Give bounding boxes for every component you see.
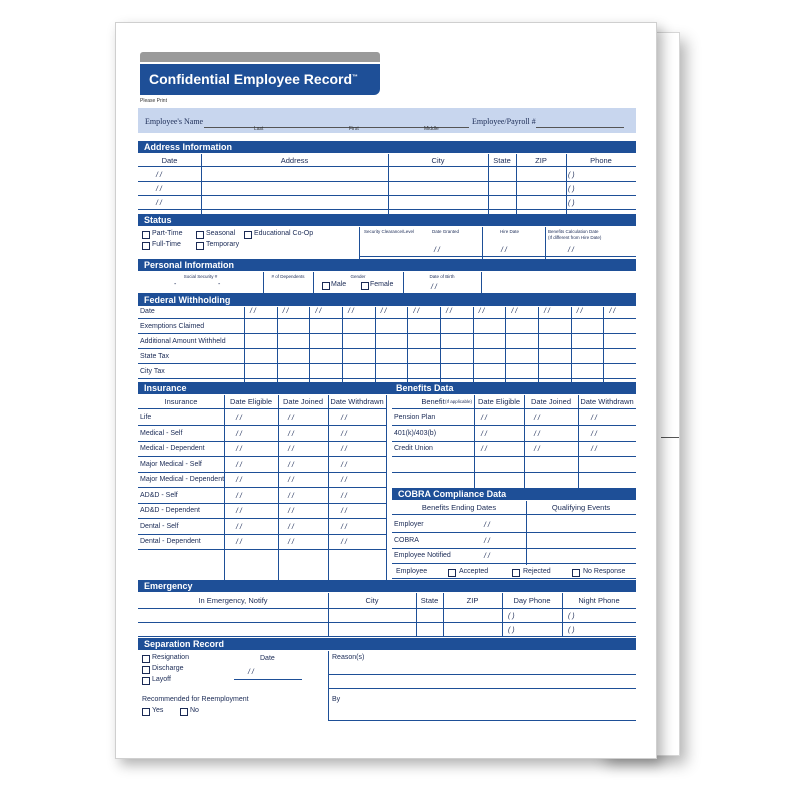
cobra-date-0[interactable]: / / (484, 522, 490, 529)
benefits-col-2: Date Withdrawn (580, 397, 634, 406)
insurance-benefits-divider (386, 395, 387, 580)
address-row-rule (138, 181, 636, 182)
federal-row-2: Additional Amount Withheld (140, 338, 226, 345)
emergency-col-divider (502, 593, 503, 637)
insurance-date-2-2[interactable]: / / (341, 446, 347, 453)
address-col-date: Date (161, 156, 178, 165)
insurance-row-4: Major Medical - Dependent (140, 476, 225, 483)
address-heading: Address Information (138, 141, 636, 153)
benefits-date-1-2[interactable]: / / (591, 430, 597, 438)
please-print: Please Print (140, 98, 167, 104)
form-title: Confidential Employee Record (149, 71, 353, 87)
separation-label-2: Layoff (152, 676, 171, 683)
title-gray-bar (140, 52, 380, 62)
insurance-date-3-2[interactable]: / / (341, 461, 347, 469)
personal-divider (481, 272, 482, 294)
insurance-date-7-2[interactable]: / / (341, 523, 347, 531)
benefits-date-2-1[interactable]: / / (534, 446, 540, 453)
cobra-option-label-0: Accepted (459, 568, 489, 575)
benefits-row-1: 401(k)/403(b) (394, 429, 437, 437)
federal-col-divider (473, 307, 474, 382)
cobra-row-2: Employee Notified (394, 552, 451, 559)
insurance-date-5-1[interactable]: / / (288, 492, 294, 500)
benefits-row-2: Credit Union (394, 445, 433, 452)
by-rule (328, 720, 636, 721)
payroll-field[interactable] (536, 127, 624, 128)
federal-col-divider (407, 307, 408, 382)
emergency-night-phone[interactable]: ( ) (568, 613, 575, 620)
federal-date-8[interactable]: / / (511, 308, 518, 315)
insurance-row-rule (138, 487, 386, 488)
cobra-employee-label: Employee (396, 568, 428, 575)
separation-checkbox-layoff[interactable] (142, 677, 150, 685)
status-field-label-1: Date Granted (432, 229, 460, 234)
benefits-col-divider (524, 395, 525, 488)
emergency-col-3: ZIP (466, 596, 479, 605)
emergency-header-rule (138, 608, 636, 609)
cobra-col-divider (526, 501, 527, 565)
address-col-address: Address (280, 156, 309, 165)
insurance-date-1-0[interactable]: / / (236, 430, 242, 438)
status-field-label-2: Hire Date (500, 229, 520, 234)
emergency-day-phone-2[interactable]: ( ) (508, 627, 515, 634)
emergency-night-phone-2[interactable]: ( ) (568, 627, 575, 634)
federal-row-rule (138, 348, 636, 349)
insurance-date-8-0[interactable]: / / (236, 539, 242, 546)
by-label: By (332, 696, 341, 703)
reemploy-yes-label: Yes (152, 707, 164, 714)
personal-field-label-2: Gender (350, 274, 366, 279)
federal-date-2[interactable]: / / (315, 308, 322, 315)
federal-row-rule (138, 378, 636, 379)
insurance-date-0-0[interactable]: / / (236, 415, 242, 422)
reemploy-yes-checkbox[interactable] (142, 708, 150, 716)
federal-col-divider (309, 307, 310, 382)
insurance-date-0-1[interactable]: / / (288, 415, 294, 422)
address-date-2[interactable]: / / (156, 186, 162, 193)
insurance-date-5-2[interactable]: / / (341, 492, 347, 500)
federal-date-0[interactable]: / / (250, 308, 256, 315)
benefits-row-rule (392, 472, 636, 473)
first-label: First (349, 126, 359, 132)
cobra-header-rule (392, 514, 636, 515)
federal-date-3[interactable]: / / (348, 308, 354, 315)
insurance-date-2-1[interactable]: / / (288, 446, 294, 453)
cobra-option-label-1: Rejected (523, 568, 551, 575)
insurance-row-0: Life (140, 414, 152, 421)
benefits-date-2-0[interactable]: / / (481, 446, 487, 453)
title-banner (140, 64, 380, 95)
separation-checkbox-resignation[interactable] (142, 655, 150, 663)
cobra-option-label-2: No Response (583, 568, 626, 575)
federal-col-divider (440, 307, 441, 382)
column-divider (566, 154, 567, 214)
column-divider (516, 154, 517, 214)
payroll-label: Employee/Payroll # (472, 117, 536, 126)
benefits-row-rule (392, 441, 636, 442)
column-divider (488, 154, 489, 214)
separation-date-label: Date (260, 655, 275, 662)
federal-col-divider (375, 307, 376, 382)
insurance-col-2: Date Joined (282, 397, 324, 406)
insurance-date-6-1[interactable]: / / (288, 508, 294, 515)
insurance-date-4-0[interactable]: / / (236, 477, 242, 484)
cobra-date-2[interactable]: / / (484, 553, 490, 560)
cobra-option-checkbox-0[interactable] (448, 569, 456, 577)
status-divider (545, 227, 546, 259)
federal-col-divider (538, 307, 539, 382)
emergency-col-4: Day Phone (513, 596, 551, 605)
federal-row-rule (138, 363, 636, 364)
benefits-heading: Benefits Data (396, 383, 454, 393)
insurance-row-rule (138, 456, 386, 457)
emergency-col-divider (328, 593, 329, 637)
address-phone-1[interactable]: ( ) (568, 172, 575, 179)
cobra-option-checkbox-2[interactable] (572, 569, 580, 577)
insurance-row-8: Dental - Dependent (140, 538, 201, 545)
gender-female-checkbox[interactable] (361, 282, 369, 290)
insurance-date-7-0[interactable]: / / (236, 523, 242, 531)
recommended-label: Recommended for Reemployment (142, 696, 249, 703)
emergency-col-0: In Emergency, Notify (198, 596, 268, 605)
employee-record-form (115, 22, 657, 759)
status-date-2[interactable]: / / (568, 247, 574, 254)
trademark: ™ (352, 74, 359, 81)
status-checkbox-part-time[interactable] (142, 231, 150, 239)
status-checkbox-full-time[interactable] (142, 242, 150, 250)
gender-male-checkbox[interactable] (322, 282, 330, 290)
address-row-rule (138, 209, 636, 210)
insurance-row-5: AD&D - Self (140, 491, 178, 499)
reemploy-no-checkbox[interactable] (180, 708, 188, 716)
emergency-col-divider (416, 593, 417, 637)
insurance-row-rule (138, 441, 386, 442)
federal-date-4[interactable]: / / (380, 308, 387, 315)
status-field-rule (359, 256, 636, 257)
benefits-col-note: (If applicable) (445, 399, 473, 404)
reasons-rule-2 (328, 688, 636, 689)
benefits-date-2-2[interactable]: / / (591, 446, 597, 453)
ssn-dash-2: - (218, 281, 221, 288)
emergency-row-rule (138, 636, 636, 637)
insurance-date-1-1[interactable]: / / (288, 430, 294, 438)
insurance-date-5-0[interactable]: / / (236, 492, 242, 500)
insurance-row-rule (138, 518, 386, 519)
insurance-date-6-0[interactable]: / / (236, 508, 242, 515)
separation-date-field[interactable]: / / (248, 669, 254, 676)
status-date-0[interactable]: / / (434, 247, 440, 254)
insurance-row-rule (138, 425, 386, 426)
federal-col-divider (342, 307, 343, 382)
column-divider (388, 154, 389, 214)
federal-date-9[interactable]: / / (544, 308, 550, 315)
insurance-date-8-2[interactable]: / / (341, 539, 347, 546)
insurance-date-0-2[interactable]: / / (341, 415, 347, 422)
personal-field-label-0: Social Security # (183, 274, 218, 279)
insurance-date-1-2[interactable]: / / (341, 430, 347, 438)
ssn-dash-1: - (174, 281, 177, 288)
employee-name-label: Employee's Name (145, 117, 204, 126)
emergency-col-1: City (365, 596, 379, 605)
federal-date-11[interactable]: / / (609, 308, 616, 315)
insurance-row-6: AD&D - Dependent (140, 507, 200, 514)
emergency-col-divider (443, 593, 444, 637)
insurance-date-6-2[interactable]: / / (341, 508, 347, 515)
cobra-col-qualifying: Qualifying Events (551, 503, 611, 512)
personal-field-label-3: Date of Birth (429, 274, 455, 279)
status-label-3: Full-Time (152, 241, 181, 248)
address-phone-3[interactable]: ( ) (568, 200, 575, 207)
benefits-date-1-0[interactable]: / / (481, 430, 487, 438)
status-divider (359, 227, 360, 259)
address-col-phone: Phone (590, 156, 612, 165)
cobra-col-benefits-ending: Benefits Ending Dates (421, 503, 497, 512)
insurance-date-2-0[interactable]: / / (236, 446, 242, 453)
reasons-label: Reason(s) (332, 654, 365, 661)
insurance-col-3: Date Withdrawn (330, 397, 384, 406)
insurance-row-2: Medical - Dependent (140, 445, 205, 452)
cobra-row-0: Employer (394, 521, 424, 528)
federal-row-4: City Tax (140, 368, 165, 375)
emergency-day-phone[interactable]: ( ) (508, 613, 515, 620)
status-divider (482, 227, 483, 259)
federal-row-1: Exemptions Claimed (140, 323, 205, 330)
emergency-heading: Emergency (138, 580, 636, 592)
benefits-col-divider (474, 395, 475, 488)
federal-heading: Federal Withholding (138, 294, 636, 306)
address-header-rule (138, 166, 636, 167)
status-checkbox-educational-co-op[interactable] (244, 231, 252, 239)
status-field-label-0: Security Clearance/Level (364, 229, 415, 234)
separation-label-1: Discharge (152, 665, 184, 672)
cobra-row-1: COBRA (394, 536, 419, 544)
cobra-row-rule (392, 532, 636, 533)
dob-field[interactable]: / / (431, 284, 437, 291)
federal-row-0: Date (140, 308, 155, 315)
address-col-state: State (493, 156, 511, 165)
insurance-row-rule (138, 472, 386, 473)
status-label-0: Part-Time (152, 230, 183, 237)
benefits-col-divider (578, 395, 579, 488)
federal-date-1[interactable]: / / (282, 308, 289, 315)
insurance-row-3: Major Medical - Self (140, 460, 202, 468)
federal-row-3: State Tax (140, 353, 170, 360)
federal-date-7[interactable]: / / (478, 308, 485, 315)
benefits-col-1: Date Joined (530, 397, 572, 406)
name-row (138, 108, 636, 133)
federal-date-10[interactable]: / / (576, 308, 583, 315)
status-heading: Status (138, 214, 636, 226)
insurance-col-0: Insurance (164, 397, 198, 406)
status-label-2: Educational Co-Op (254, 230, 314, 237)
benefits-calc-note: (If different from Hire Date) (548, 235, 602, 240)
gender-male-label: Male (331, 281, 347, 288)
federal-col-divider (603, 307, 604, 382)
status-date-1[interactable]: / / (501, 247, 507, 254)
address-phone-2[interactable]: ( ) (568, 186, 575, 193)
address-col-zip: ZIP (535, 156, 547, 165)
column-divider (201, 154, 202, 214)
separation-label-0: Resignation (152, 654, 189, 661)
federal-col-divider (571, 307, 572, 382)
insurance-date-3-1[interactable]: / / (288, 461, 294, 469)
cobra-row-rule (392, 548, 636, 549)
personal-heading: Personal Information (138, 259, 636, 271)
last-label: Last (254, 126, 264, 132)
benefits-date-1-1[interactable]: / / (534, 430, 540, 438)
emergency-col-divider (562, 593, 563, 637)
separation-divider (328, 651, 329, 721)
status-label-1: Seasonal (206, 230, 236, 237)
folder-fold-line (661, 437, 679, 438)
cobra-row-rule (392, 563, 636, 564)
status-checkbox-temporary[interactable] (196, 242, 204, 250)
insurance-date-7-1[interactable]: / / (288, 523, 294, 531)
federal-col-divider (277, 307, 278, 382)
address-date-1[interactable]: / / (156, 172, 162, 179)
insurance-row-1: Medical - Self (140, 429, 183, 437)
insurance-row-rule (138, 503, 386, 504)
insurance-heading: Insurance (144, 383, 187, 393)
insurance-date-8-1[interactable]: / / (288, 539, 294, 546)
federal-col-divider (505, 307, 506, 382)
separation-heading: Separation Record (138, 638, 636, 650)
emergency-col-2: State (420, 596, 439, 605)
federal-date-5[interactable]: / / (413, 308, 420, 315)
federal-row-rule (138, 333, 636, 334)
emergency-row-rule (138, 622, 636, 623)
benefits-header-rule (392, 408, 636, 409)
insurance-col-1: Date Eligible (229, 397, 273, 406)
insurance-row-rule (138, 534, 386, 535)
gender-female-label: Female (370, 281, 394, 288)
benefits-date-0-0[interactable]: / / (481, 415, 487, 422)
cobra-bottom-rule (392, 578, 636, 579)
insurance-date-4-1[interactable]: / / (288, 477, 294, 484)
emergency-col-5: Night Phone (578, 596, 620, 605)
cobra-option-checkbox-1[interactable] (512, 569, 520, 577)
benefits-row-0: Pension Plan (394, 414, 436, 421)
separation-date-rule (234, 679, 302, 680)
separation-checkbox-discharge[interactable] (142, 666, 150, 674)
benefits-date-0-1[interactable]: / / (534, 415, 540, 422)
address-col-city: City (431, 156, 445, 165)
status-label-4: Temporary (206, 241, 240, 248)
insurance-benefits-heading-bar (138, 382, 636, 394)
federal-label-divider (244, 307, 245, 382)
insurance-row-7: Dental - Self (140, 522, 179, 530)
benefits-row-rule (392, 456, 636, 457)
insurance-row-rule (138, 549, 386, 550)
benefits-date-0-2[interactable]: / / (591, 415, 597, 422)
benefits-row-rule (392, 425, 636, 426)
insurance-date-3-0[interactable]: / / (236, 461, 242, 469)
federal-date-6[interactable]: / / (446, 308, 452, 315)
cobra-date-1[interactable]: / / (484, 537, 490, 545)
reasons-rule-1 (328, 674, 636, 675)
address-date-3[interactable]: / / (156, 200, 162, 207)
benefits-col-0: Date Eligible (477, 397, 521, 406)
insurance-date-4-2[interactable]: / / (341, 477, 347, 484)
status-checkbox-seasonal[interactable] (196, 231, 204, 239)
personal-field-label-1: # of Dependents (271, 274, 305, 279)
insurance-header-rule (138, 408, 386, 409)
benefits-col-benefit: Benefit (421, 397, 445, 406)
address-row-rule (138, 195, 636, 196)
middle-label: Middle (424, 126, 439, 132)
cobra-heading: COBRA Compliance Data (392, 488, 636, 500)
reemploy-no-label: No (190, 707, 199, 714)
federal-row-rule (138, 318, 636, 319)
status-field-label-3: Benefits Calculation Date (548, 229, 599, 234)
